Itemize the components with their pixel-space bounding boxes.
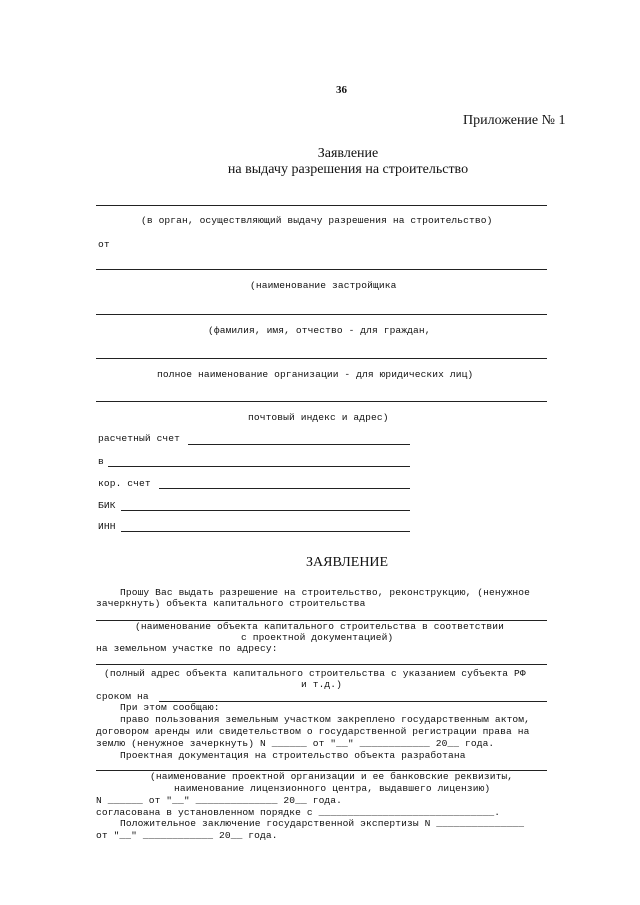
address-line[interactable] — [96, 401, 547, 402]
developer-line[interactable] — [96, 269, 547, 270]
developer-caption: (наименование застройщика — [250, 280, 397, 291]
license-line: N ______ от "__" ______________ 20__ года. — [96, 795, 343, 806]
from-label: от — [98, 239, 110, 250]
land-right-line-2: договором аренды или свидетельством о государственной регистрации права на — [96, 726, 530, 737]
object-caption-2: с проектной документацией) — [241, 632, 394, 643]
expertise-line: Положительное заключение государственной экспертизы N _______________ — [120, 818, 525, 829]
inn-field[interactable] — [121, 531, 410, 532]
org-caption: полное наименование организации - для юридических лиц) — [157, 369, 474, 380]
fio-line[interactable] — [96, 314, 547, 315]
corr-account-label: кор. счет — [98, 478, 151, 489]
term-label: сроком на — [96, 691, 149, 702]
corr-account-field[interactable] — [159, 488, 410, 489]
request-line-1: Прошу Вас выдать разрешение на строительство, реконструкцию, (ненужное — [120, 587, 531, 598]
address-caption: почтовый индекс и адрес) — [248, 412, 389, 423]
org-line[interactable] — [96, 358, 547, 359]
bik-label: БИК — [98, 500, 116, 511]
bik-field[interactable] — [121, 510, 410, 511]
plot-address-label: на земельном участке по адресу: — [96, 643, 278, 654]
project-org-caption-1: (наименование проектной организации и ее банковские реквизиты, — [150, 771, 514, 782]
addressee-line[interactable] — [96, 205, 547, 206]
page-subtitle: на выдачу разрешения на строительство — [227, 162, 469, 177]
land-right-line-1: право пользования земельным участком закреплено государственным актом, — [120, 714, 531, 725]
bank-name-field[interactable] — [108, 466, 410, 467]
request-line-2: зачеркнуть) объекта капитального строительства — [96, 598, 366, 609]
inn-label: ИНН — [98, 521, 116, 532]
appendix-label: Приложение № 1 — [463, 113, 566, 128]
notice-label: При этом сообщаю: — [120, 702, 220, 713]
project-org-caption-2: наименование лицензионного центра, выдавшего лицензию) — [174, 783, 491, 794]
plot-address-field[interactable] — [96, 664, 547, 665]
account-label: расчетный счет — [98, 433, 181, 444]
object-caption-1: (наименование объекта капитального строительства в соответствии — [135, 621, 505, 632]
agreed-line: согласована в установленном порядке с ______________________________. — [96, 807, 501, 818]
section-heading: ЗАЯВЛЕНИЕ — [306, 555, 389, 570]
addressee-caption: (в орган, осуществляющий выдачу разрешения на строительство) — [141, 215, 493, 226]
expertise-date-line: от "__" ____________ 20__ года. — [96, 830, 278, 841]
land-right-line-3: землю (ненужное зачеркнуть) N ______ от "__" ____________ 20__ года. — [96, 738, 495, 749]
fio-caption: (фамилия, имя, отчество - для граждан, — [208, 325, 431, 336]
page-title: Заявление — [317, 146, 379, 161]
account-field[interactable] — [188, 444, 410, 445]
address-caption-2: и т.д.) — [301, 679, 343, 690]
bank-in-label: в — [98, 456, 104, 467]
address-caption-1: (полный адрес объекта капитального строительства с указанием субъекта РФ — [104, 668, 526, 679]
page-number: 36 — [336, 84, 347, 96]
project-doc-label: Проектная документация на строительство объекта разработана — [120, 750, 466, 761]
